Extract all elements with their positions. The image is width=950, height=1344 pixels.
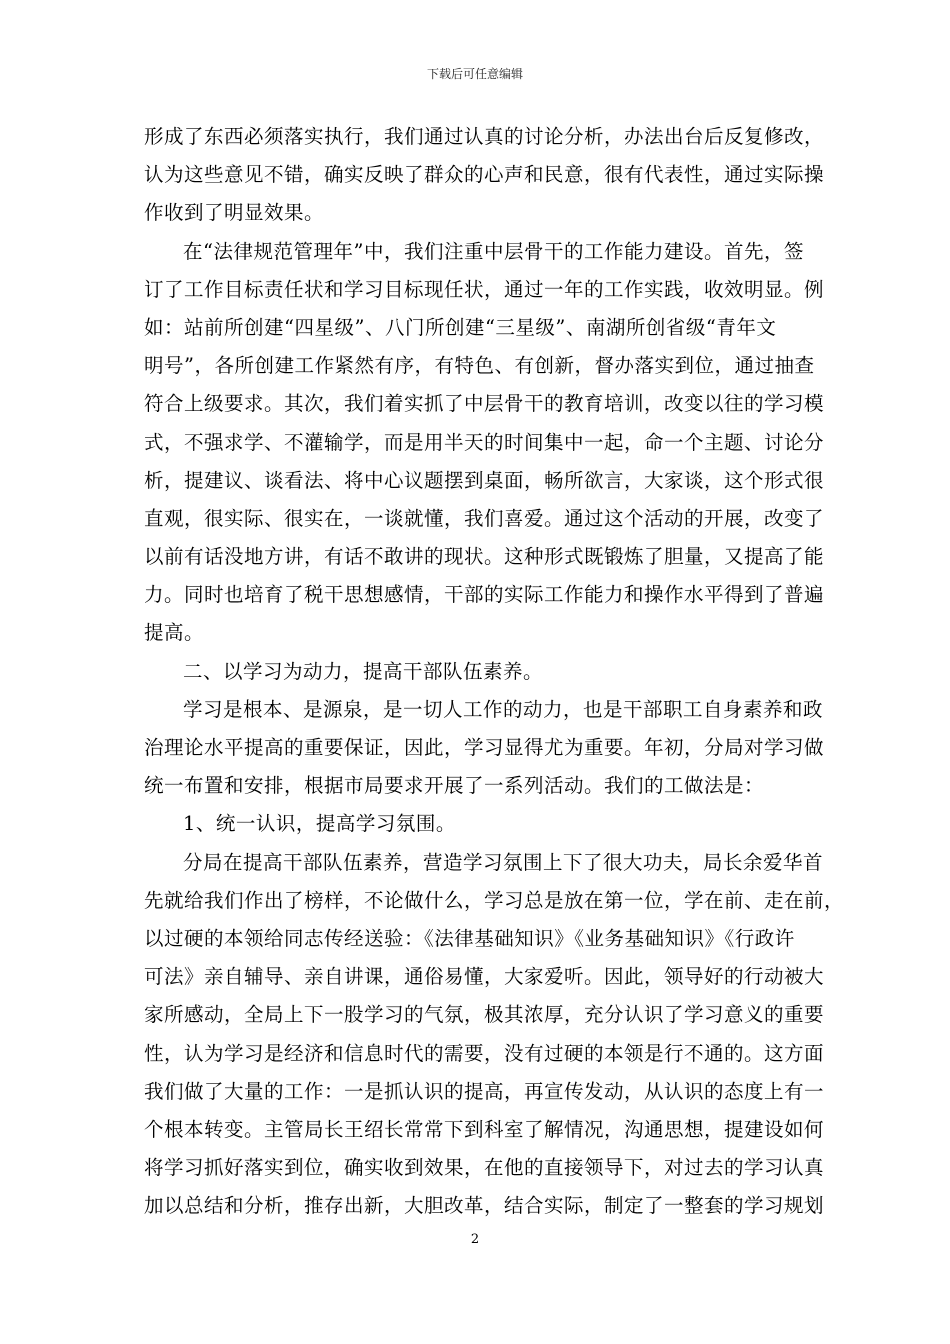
text-line: 力。同时也培育了税干思想感情，干部的实际工作能力和操作水平得到了普遍 <box>144 583 825 607</box>
text-line: 如：站前所创建“四星级”、八门所创建“三星级”、南湖所创省级“青年文 <box>144 315 777 339</box>
text-line: 明号”，各所创建工作紧然有序，有特色、有创新，督办落实到位，通过抽查 <box>144 354 815 378</box>
text-line: 性，认为学习是经济和信息时代的需要，没有过硬的本领是行不通的。这方面 <box>144 1041 825 1065</box>
text-line: 形成了东西必须落实执行，我们通过认真的讨论分析，办法出台后反复修改， <box>144 125 825 148</box>
text-line: 认为这些意见不错，确实反映了群众的心声和民意，很有代表性，通过实际操 <box>144 163 825 187</box>
document-body <box>144 118 845 1225</box>
text-line: 符合上级要求。其次，我们着实抓了中层骨干的教育培训，改变以往的学习模 <box>144 392 825 416</box>
page-header-note: 下载后可任意编辑 <box>426 67 523 81</box>
text-line: 式，不强求学、不灌输学，而是用半天的时间集中一起，命一个主题、讨论分 <box>144 430 825 454</box>
text-line: 提高。 <box>144 621 205 645</box>
text-line: 治理论水平提高的重要保证，因此，学习显得尤为重要。年初，分局对学习做 <box>144 736 825 759</box>
page-number: 2 <box>470 1232 480 1247</box>
text-line: 家所感动，全局上下一股学习的气氛，极其浓厚，充分认识了学习意义的重要 <box>144 1003 825 1027</box>
text-line: 学习是根本、是源泉，是一切人工作的动力，也是干部职工自身素养和政 <box>183 697 824 721</box>
section-heading: 二、以学习为动力，提高干部队伍素养。 <box>183 659 544 683</box>
text-line: 析，提建议、谈看法、将中心议题摆到桌面，畅所欲言，大家谈，这个形式很 <box>144 468 825 492</box>
subsection-heading: 1、统一认识，提高学习氛围。 <box>183 812 456 836</box>
text-line: 我们做了大量的工作：一是抓认识的提高，再宣传发动，从认识的态度上有一 <box>144 1079 825 1103</box>
text-line: 将学习抓好落实到位，确实收到效果，在他的直接领导下，对过去的学习认真 <box>144 1156 825 1180</box>
text-line: 直观，很实际、很实在，一谈就懂，我们喜爱。通过这个活动的开展，改变了 <box>144 506 825 530</box>
text-line: 作收到了明显效果。 <box>144 201 325 225</box>
text-line: 以前有话没地方讲，有话不敢讲的现状。这种形式既锻炼了胆量，又提高了能 <box>144 545 825 569</box>
text-line: 以过硬的本领给同志传经送验：《法律基础知识》《业务基础知识》《行政许 <box>144 926 795 950</box>
text-line: 统一布置和安排，根据市局要求开展了一系列活动。我们的工做法是： <box>144 774 765 798</box>
text-line: 分局在提高干部队伍素养，营造学习氛围上下了很大功夫，局长余爱华首 <box>183 850 824 874</box>
text-line: 可法》亲自辅导、亲自讲课，通俗易懂，大家爱听。因此，领导好的行动被大 <box>144 965 825 989</box>
text-line: 订了工作目标责任状和学习目标现任状，通过一年的工作实践，收效明显。例 <box>144 277 825 301</box>
text-line: 先就给我们作出了榜样，不论做什么，学习总是放在第一位，学在前、走在前， <box>144 888 845 912</box>
text-line: 在“法律规范管理年”中，我们注重中层骨干的工作能力建设。首先，签 <box>183 239 804 263</box>
text-line: 个根本转变。主管局长王绍长常常下到科室了解情况，沟通思想，提建设如何 <box>144 1117 825 1141</box>
text-line: 加以总结和分析，推存出新，大胆改革，结合实际，制定了一整套的学习规划 <box>144 1194 825 1218</box>
